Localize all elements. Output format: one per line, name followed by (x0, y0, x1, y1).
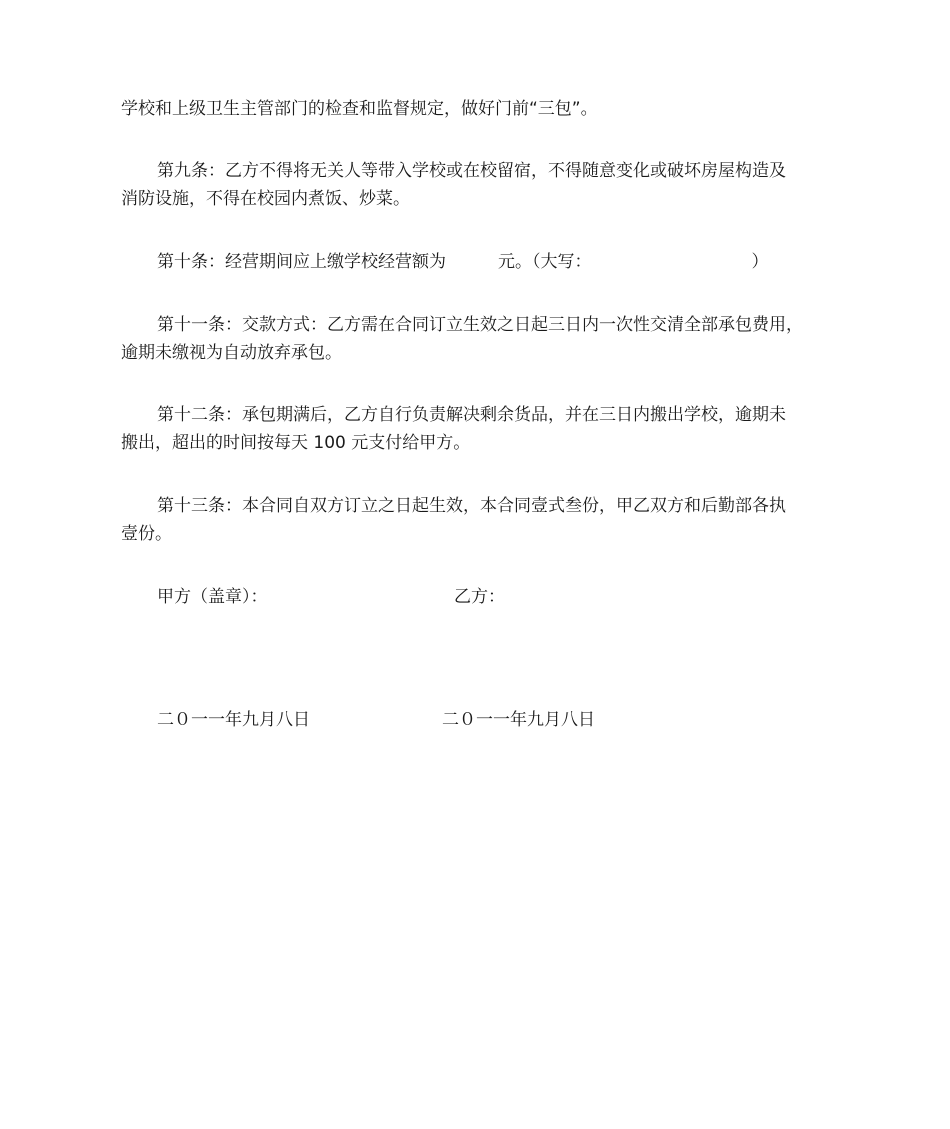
continuation-line-1: 学校和上级卫生主管部门的检查和监督规定，做好门前“三包”。 (121, 99, 598, 119)
article-10-unit-text: 元。（大写： (498, 252, 592, 272)
article-13-line-2: 壹份。 (121, 524, 172, 544)
article-9-line-1: 第九条：乙方不得将无关人等带入学校或在校留宿，不得随意变化或破坏房屋构造及 (157, 161, 786, 181)
article-10-close-paren: ） (751, 252, 769, 272)
article-12-line-2: 搬出，超出的时间按每天 100 元支付给甲方。 (121, 433, 471, 453)
party-b-date: 二０一一年九月八日 (442, 710, 595, 730)
article-11-line-2: 逾期未缴视为自动放弃承包。 (121, 343, 342, 363)
party-a-date: 二０一一年九月八日 (157, 710, 310, 730)
article-9-paragraph (121, 157, 836, 213)
article-10-line (121, 248, 836, 276)
continuation-paragraph (121, 95, 836, 123)
party-b-signature-label: 乙方： (454, 587, 505, 607)
article-13-line-1: 第十三条：本合同自双方订立之日起生效，本合同壹式叁份，甲乙双方和后勤部各执 (157, 496, 786, 516)
article-9-line-2: 消防设施，不得在校园内煮饭、炒菜。 (121, 189, 410, 209)
article-10-paragraph (121, 248, 836, 276)
article-12-paragraph (121, 401, 836, 457)
article-13-paragraph (121, 492, 836, 548)
article-12-line-1: 第十二条：承包期满后，乙方自行负责解决剩余货品，并在三日内搬出学校，逾期未 (157, 405, 786, 425)
article-10-text: 第十条：经营期间应上缴学校经营额为 (157, 252, 446, 272)
article-11-line-1: 第十一条：交款方式：乙方需在合同订立生效之日起三日内一次性交清全部承包费用， (157, 315, 803, 335)
party-a-signature-label: 甲方（盖章）： (157, 587, 268, 607)
article-11-paragraph (121, 311, 836, 367)
